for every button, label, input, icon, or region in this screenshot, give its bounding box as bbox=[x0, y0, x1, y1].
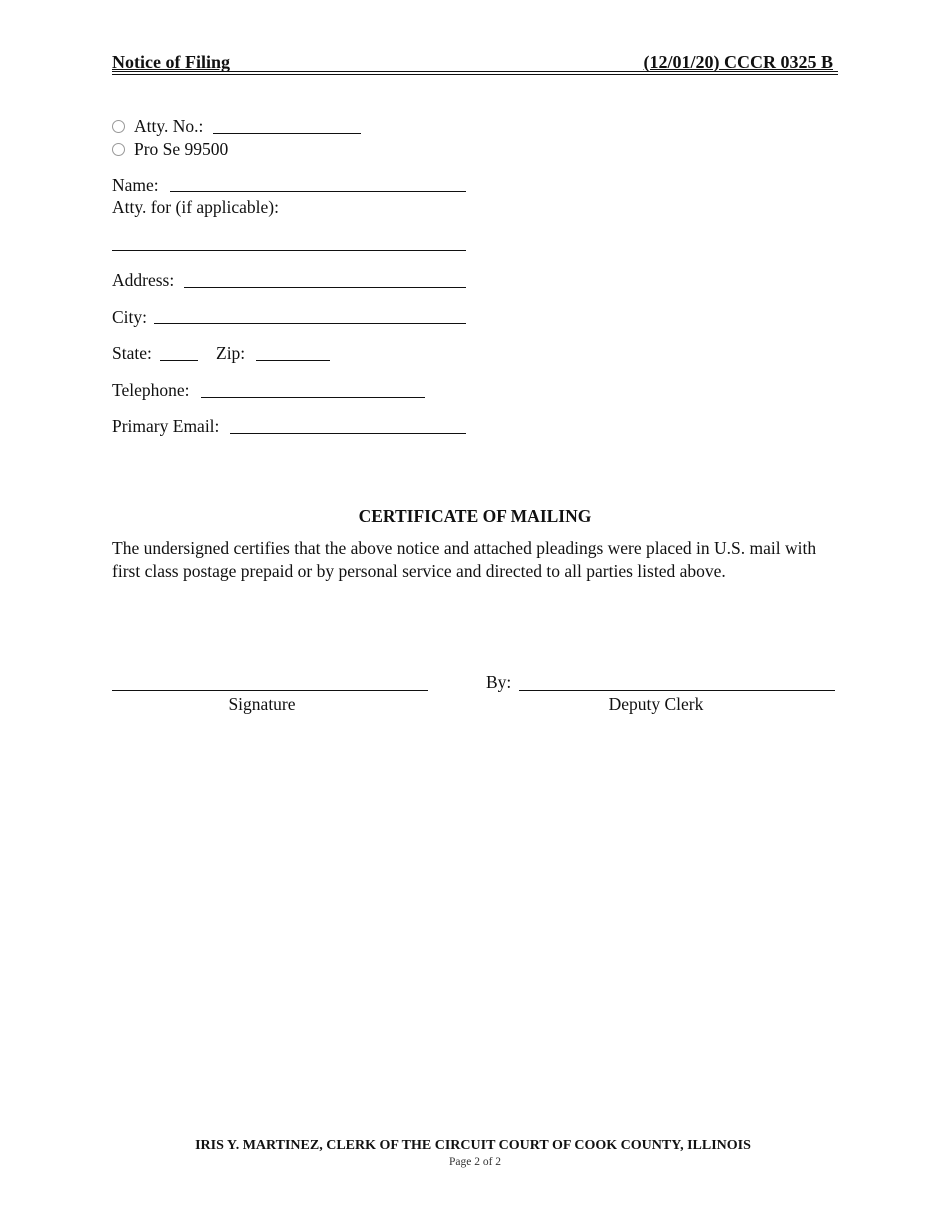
atty-for-label: Atty. for (if applicable): bbox=[112, 197, 279, 217]
form-code: (12/01/20) CCCR 0325 B bbox=[643, 52, 833, 72]
name-label: Name: bbox=[112, 175, 159, 195]
pro-se-radio[interactable] bbox=[112, 143, 125, 156]
atty-no-label: Atty. No.: bbox=[134, 116, 204, 136]
atty-for-field[interactable] bbox=[112, 250, 466, 251]
pro-se-label: Pro Se 99500 bbox=[134, 139, 229, 159]
header-rule-top bbox=[112, 71, 838, 72]
signature-field[interactable] bbox=[112, 690, 428, 691]
atty-no-radio[interactable] bbox=[112, 120, 125, 133]
certificate-text-line-1: The undersigned certifies that the above notice and attached pleadings were placed in U.S. mail with bbox=[112, 538, 817, 558]
form-title: Notice of Filing bbox=[112, 52, 230, 72]
by-label: By: bbox=[486, 672, 512, 692]
deputy-clerk-field[interactable] bbox=[519, 690, 835, 691]
city-label: City: bbox=[112, 307, 148, 327]
certificate-title: CERTIFICATE OF MAILING bbox=[358, 506, 592, 526]
address-field[interactable] bbox=[184, 287, 466, 288]
email-label: Primary Email: bbox=[112, 416, 220, 436]
deputy-clerk-label: Deputy Clerk bbox=[608, 694, 704, 714]
name-field[interactable] bbox=[170, 191, 466, 192]
certificate-text-line-2: first class postage prepaid or by personal service and directed to all parties listed above. bbox=[112, 561, 726, 581]
atty-no-field[interactable] bbox=[213, 133, 361, 134]
telephone-field[interactable] bbox=[201, 397, 425, 398]
city-field[interactable] bbox=[154, 323, 466, 324]
footer-clerk: IRIS Y. MARTINEZ, CLERK OF THE CIRCUIT COURT OF COOK COUNTY, ILLINOIS bbox=[195, 1138, 751, 1153]
state-field[interactable] bbox=[160, 360, 198, 361]
email-field[interactable] bbox=[230, 433, 466, 434]
address-label: Address: bbox=[112, 270, 175, 290]
signature-label: Signature bbox=[228, 694, 296, 714]
zip-field[interactable] bbox=[256, 360, 330, 361]
zip-label: Zip: bbox=[216, 343, 246, 363]
state-label: State: bbox=[112, 343, 152, 363]
telephone-label: Telephone: bbox=[112, 380, 190, 400]
header-rule-bottom bbox=[112, 74, 838, 75]
page-number: Page 2 of 2 bbox=[448, 1156, 502, 1168]
